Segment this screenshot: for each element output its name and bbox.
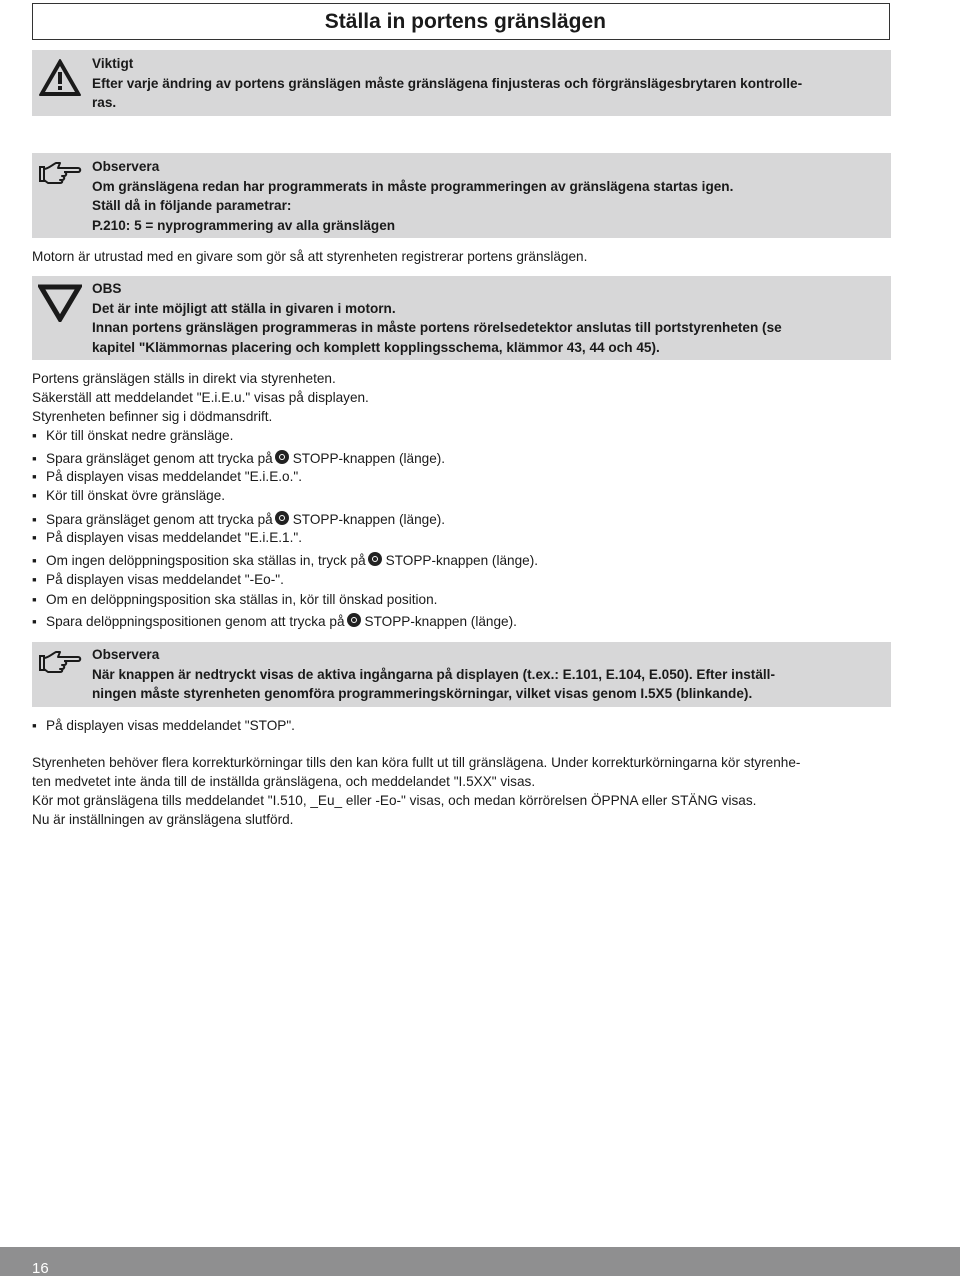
notice-heading: Viktigt bbox=[92, 56, 134, 71]
closing-line: Nu är inställningen av gränslägena slutförd. bbox=[32, 812, 294, 827]
stop-button-icon bbox=[347, 613, 361, 627]
list-item: ▪ Spara delöppningspositionen genom att trycka på STOPP-knappen (länge). bbox=[32, 614, 517, 629]
notice-observe-2 bbox=[32, 642, 891, 707]
notice-line: Om gränslägena redan har programmerats in måste programmeringen av gränslägena startas igen. bbox=[92, 178, 734, 194]
notice-heading: Observera bbox=[92, 159, 160, 174]
page-title: Ställa in portens gränslägen bbox=[324, 10, 606, 33]
notice-heading: OBS bbox=[92, 281, 122, 296]
warning-triangle-icon bbox=[38, 58, 82, 101]
list-item: ▪ Spara gränsläget genom att trycka på STOPP-knappen (länge). bbox=[32, 512, 446, 527]
notice-line: Efter varje ändring av portens gränslägen måste gränslägena finjusteras och förgränslägesbrytaren kontrolle- bbox=[92, 75, 803, 91]
steps-intro-line: Säkerställ att meddelandet "E.i.E.u." visas på displayen. bbox=[32, 390, 369, 405]
list-item: ▪ På displayen visas meddelandet "STOP". bbox=[32, 718, 295, 733]
steps-intro-line: Styrenheten befinner sig i dödmansdrift. bbox=[32, 409, 273, 424]
pointing-hand-icon bbox=[38, 650, 82, 677]
list-item: ▪ Kör till önskat övre gränsläge. bbox=[32, 488, 226, 503]
down-triangle-icon bbox=[38, 284, 82, 325]
intro-text: Motorn är utrustad med en givare som gör så att styrenheten registrerar portens gränslägen. bbox=[32, 249, 588, 264]
footer-bar bbox=[0, 1247, 960, 1276]
list-item: ▪ Om en delöppningsposition ska ställas in, kör till önskad position. bbox=[32, 592, 438, 607]
list-item: ▪ På displayen visas meddelandet "E.i.E.o.". bbox=[32, 469, 302, 484]
notice-line: kapitel "Klämmornas placering och komplett kopplingsschema, klämmor 43, 44 och 45). bbox=[92, 339, 660, 355]
notice-line: Ställ då in följande parametrar: bbox=[92, 198, 292, 213]
closing-line: Styrenheten behöver flera korrekturkörningar tills den kan köra fullt ut till gränslägena. Under korrekturkörningarna kör styrenhe- bbox=[32, 755, 801, 770]
page-number: 16 bbox=[32, 1260, 49, 1277]
notice-obs bbox=[32, 276, 891, 360]
title-box bbox=[32, 3, 890, 40]
notice-line: Det är inte möjligt att ställa in givaren i motorn. bbox=[92, 300, 396, 316]
notice-important bbox=[32, 50, 891, 116]
list-item: ▪ Spara gränsläget genom att trycka på STOPP-knappen (länge). bbox=[32, 451, 446, 466]
notice-line: När knappen är nedtryckt visas de aktiva ingångarna på displayen (t.ex.: E.101, E.104, E.050). Efter inställ- bbox=[92, 666, 775, 682]
closing-line: Kör mot gränslägena tills meddelandet "I.510, _Eu_ eller -Eo-" visas, och medan körrörelsen ÖPPNA eller STÄNG visas. bbox=[32, 793, 757, 808]
notice-line: ras. bbox=[92, 95, 117, 110]
stop-button-icon bbox=[275, 511, 289, 525]
stop-button-icon bbox=[368, 552, 382, 566]
list-item: ▪ På displayen visas meddelandet "E.i.E.1.". bbox=[32, 530, 302, 545]
notice-line: ningen måste styrenheten genomföra programmeringskörningar, vilket visas genom I.5X5 (blinkande). bbox=[92, 686, 753, 701]
closing-line: ten medvetet inte ända till de inställda gränslägena, och meddelandet "I.5XX" visas. bbox=[32, 774, 536, 789]
steps-intro-line: Portens gränslägen ställs in direkt via styrenheten. bbox=[32, 371, 336, 386]
notice-heading: Observera bbox=[92, 647, 160, 662]
list-item: ▪ Kör till önskat nedre gränsläge. bbox=[32, 428, 234, 443]
stop-button-icon bbox=[275, 450, 289, 464]
list-item: ▪ På displayen visas meddelandet "-Eo-". bbox=[32, 572, 284, 587]
notice-line: P.210: 5 = nyprogrammering av alla gränslägen bbox=[92, 217, 396, 233]
notice-line: Innan portens gränslägen programmeras in måste portens rörelsedetektor anslutas till portstyrenheten (se bbox=[92, 320, 782, 335]
notice-observe-1 bbox=[32, 153, 891, 238]
list-item: ▪ Om ingen delöppningsposition ska ställas in, tryck på STOPP-knappen (länge). bbox=[32, 553, 539, 568]
pointing-hand-icon bbox=[38, 161, 82, 188]
